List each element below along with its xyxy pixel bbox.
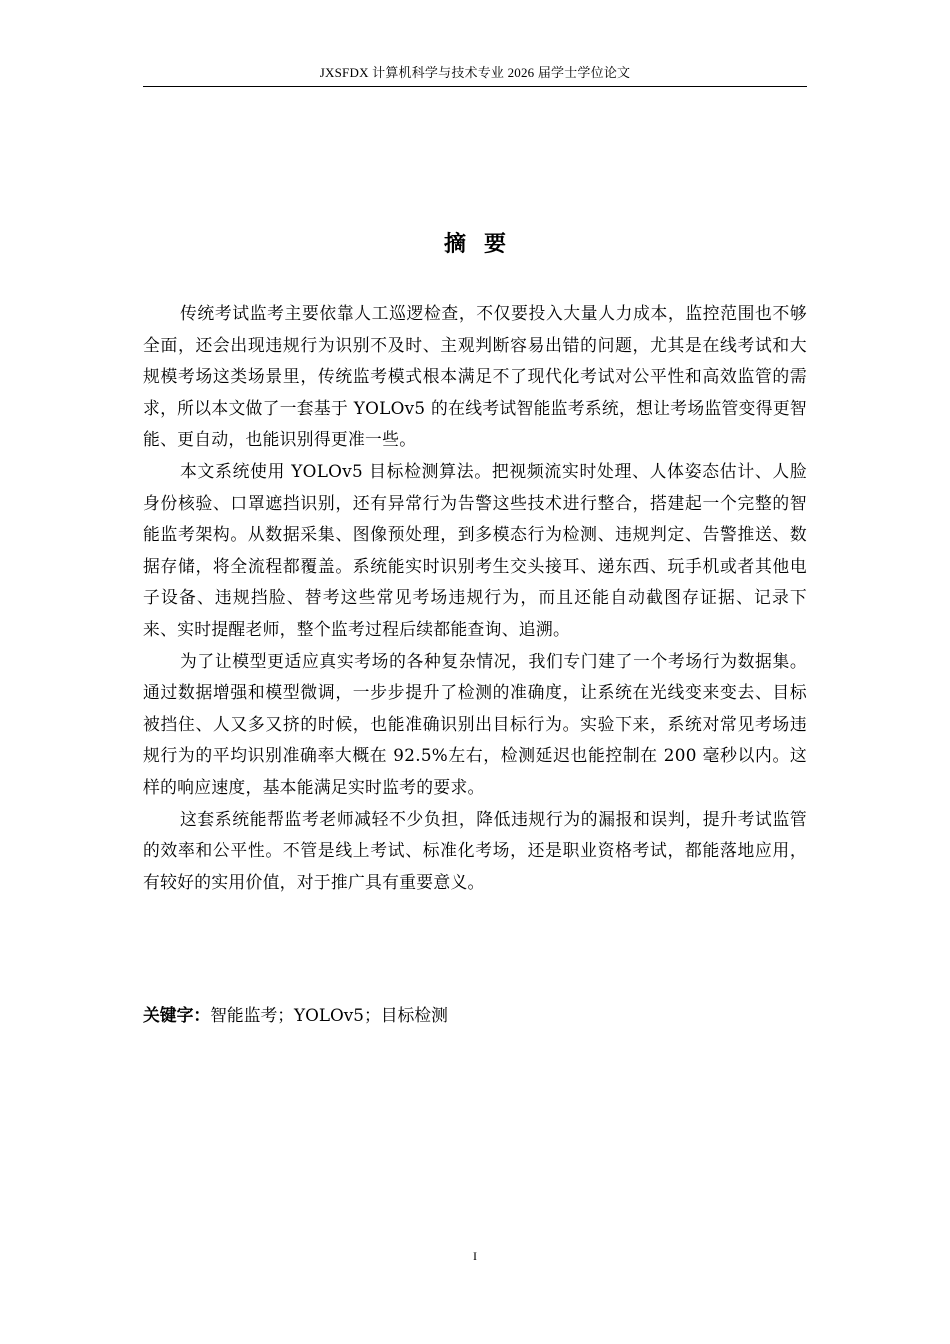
abstract-title: 摘要 [443, 232, 524, 257]
keywords-line [143, 1000, 807, 1030]
keywords-text: 智能监考；YOLOv5；目标检测 [210, 1005, 448, 1025]
keywords-label: 关键字： [143, 1005, 211, 1025]
abstract-paragraph-2: 本文系统使用 YOLOv5 目标检测算法。把视频流实时处理、人体姿态估计、人脸身份核验、口罩遮挡识别，还有异常行为告警这些技术进行整合，搭建起一个完整的智能监考架构。从数据采集、图像预处理，到多模态行为检测、违规判定、告警推送、数据存储，将全流程都覆盖。系统能实时识别考生交头接耳、递东西、玩手机或者其他电子设备、违规挡脸、替考这些常见考场违规行为，而且还能自动截图存证据、记录下来、实时提醒老师，整个监考过程后续都能查询、追溯。 [143, 460, 807, 639]
abstract-paragraph-3: 为了让模型更适应真实考场的各种复杂情况，我们专门建了一个考场行为数据集。通过数据增强和模型微调，一步步提升了检测的准确度，让系统在光线变来变去、目标被挡住、人又多又挤的时候，也能准确识别出目标行为。实验下来，系统对常见考场违规行为的平均识别准确率大概在 92.5%左右，检测延迟也能控制在 200 毫秒以内。这样的响应速度，基本能满足实时监考的要求。 [143, 650, 807, 797]
abstract-paragraph-1: 传统考试监考主要依靠人工巡逻检查，不仅要投入大量人力成本，监控范围也不够全面，还会出现违规行为识别不及时、主观判断容易出错的问题，尤其是在线考试和大规模考场这类场景里，传统监考模式根本满足不了现代化考试对公平性和高效监管的需求，所以本文做了一套基于 YOLOv5 的在线考试智能监考系统，想让考场监管变得更智能、更自动，也能识别得更准一些。 [143, 303, 807, 450]
abstract-paragraph-4: 这套系统能帮监考老师减轻不少负担，降低违规行为的漏报和误判，提升考试监管的效率和公平性。不管是线上考试、标准化考场，还是职业资格考试，都能落地应用，有较好的实用价值，对于推广具有重要意义。 [143, 808, 807, 892]
abstract-body [143, 298, 807, 898]
page-number: I [473, 1249, 477, 1263]
header-rule [143, 86, 807, 87]
running-header: JXSFDX 计算机科学与技术专业 2026 届学士学位论文 [319, 65, 631, 80]
